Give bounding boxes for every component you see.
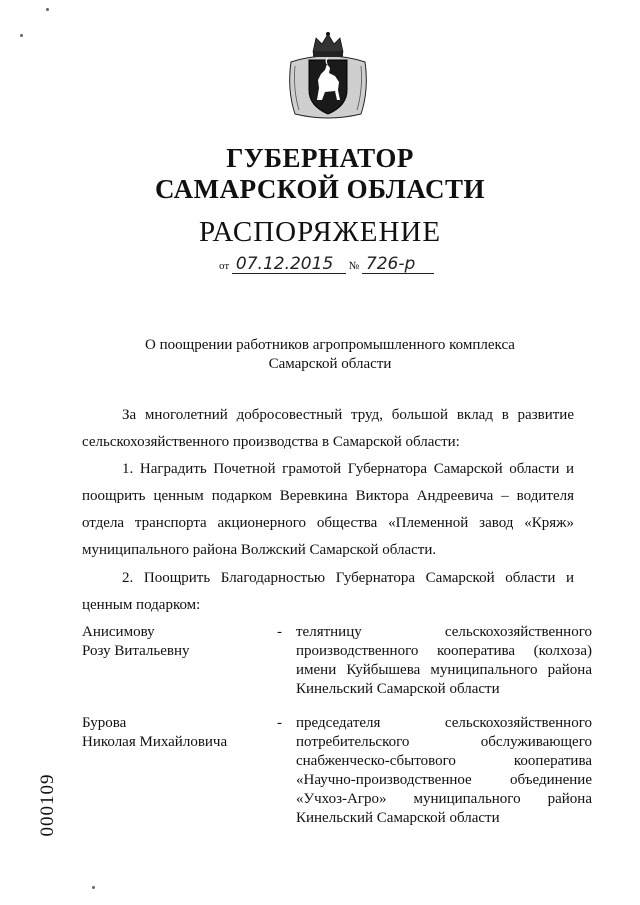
awardee-name — [82, 714, 272, 752]
awardee-surname: Бурова — [82, 715, 127, 731]
date-label: от — [219, 260, 230, 272]
intro-paragraph: За многолетний добросовестный труд, большой вклад в развитие сельскохозяйственного производства в Самарской области: — [82, 407, 574, 450]
awardee-given-names: Николая Михайловича — [82, 734, 228, 750]
awardee-given-names: Розу Витальевну — [82, 643, 190, 659]
document-subject — [0, 336, 640, 374]
registration-stamp — [14, 773, 94, 837]
awardee-position: председателя сельскохозяйственного потребительского обслуживающего снабженческо-сбытового кооператива «Научно-производственное объединение «Учхоз-Агро» муниципального района Кинельский Самарской области — [296, 715, 592, 826]
date-handwritten: 07.12.2015 — [232, 256, 346, 274]
issuer-title-line1: ГУБЕРНАТОР — [226, 143, 414, 173]
number-label: № — [348, 260, 360, 272]
scan-speck — [20, 34, 23, 37]
entry-dash: - — [277, 624, 282, 640]
subject-line1: О поощрении работников агропромышленного комплекса — [145, 337, 515, 353]
date-number-line — [219, 256, 434, 274]
scan-speck — [46, 8, 49, 11]
entry-dash: - — [277, 715, 282, 731]
registration-number: 000109 — [37, 773, 58, 837]
awardee-surname: Анисимову — [82, 624, 155, 640]
item-2-paragraph: 2. Поощрить Благодарностью Губернатора Самарской области и ценным подарком: — [82, 570, 574, 613]
scan-speck — [92, 886, 95, 889]
item-1-paragraph: 1. Наградить Почетной грамотой Губернатора Самарской области и поощрить ценным подарком Веревкина Виктора Андреевича – водителя отдела транспорта акционерного общества «Племенной завод «Кряж» муниципального района Волжский Самарской области. — [82, 461, 574, 558]
awardee-name — [82, 623, 272, 661]
samara-coat-of-arms-icon — [285, 30, 371, 126]
document-type: РАСПОРЯЖЕНИЕ — [198, 216, 442, 248]
number-handwritten: 726-р — [362, 256, 434, 274]
awardee-position: телятницу сельскохозяйственного производственного кооператива (колхоза) имени Куйбышева муниципального района Кинельский Самарской области — [296, 624, 592, 697]
subject-line2: Самарской области — [268, 356, 392, 372]
issuer-title-line2: САМАРСКОЙ ОБЛАСТИ — [154, 174, 486, 204]
